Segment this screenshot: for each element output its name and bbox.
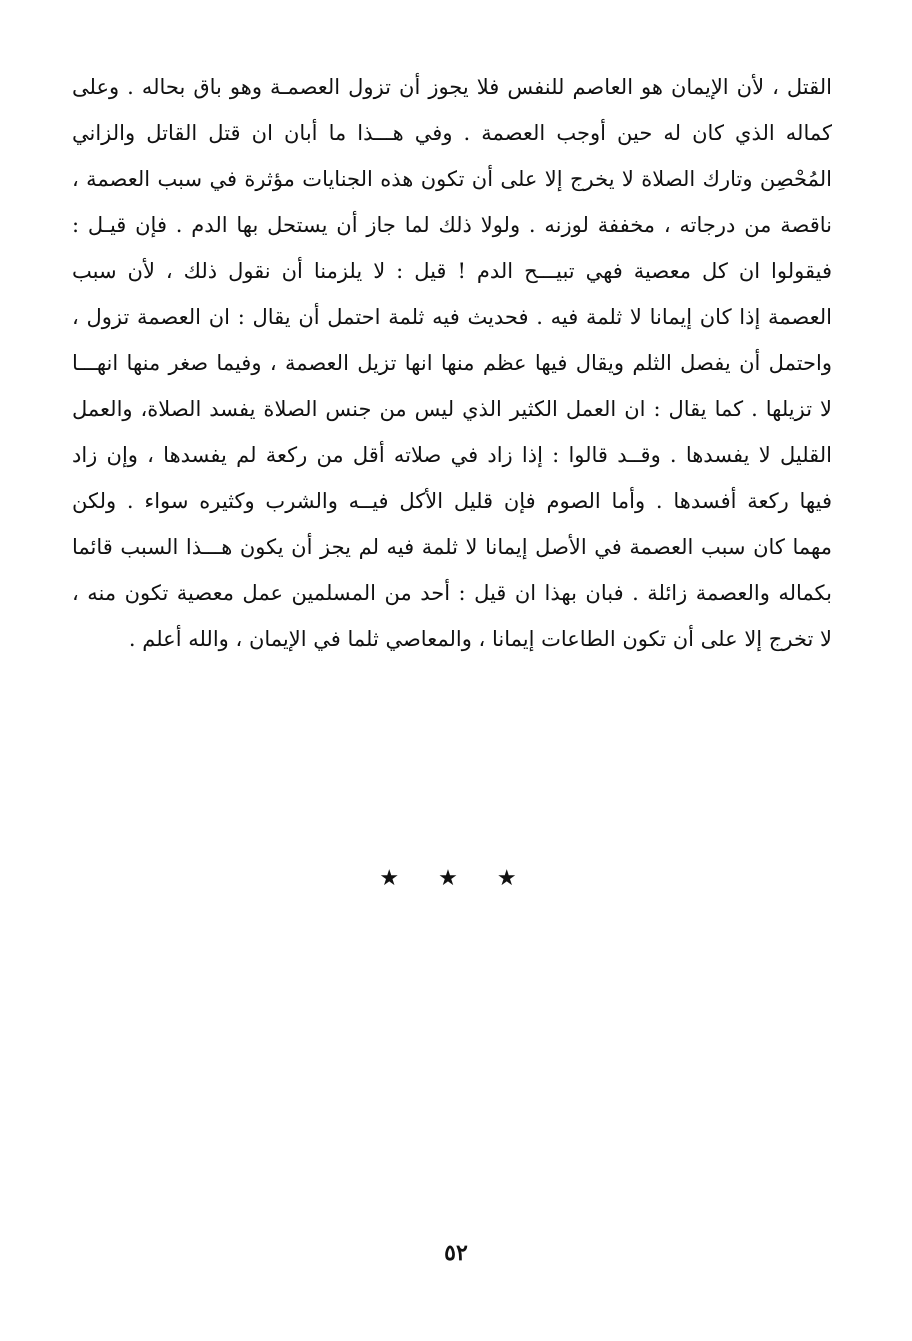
- text-line: ناقصة من درجاته ، مخففة لوزنه . ولولا ذلك لما جاز أن يستحل بها الدم . فإن قيـل :: [72, 213, 832, 237]
- text-line: بكماله والعصمة زائلة . فبان بهذا ان قيل : أحد من المسلمين عمل معصية تكون منه ،: [72, 581, 832, 605]
- text-line: المُحْصِن وتارك الصلاة لا يخرج إلا على أن تكون هذه الجنايات مؤثرة في سبب العصمة ،: [72, 167, 832, 191]
- section-divider-stars: ★ ★ ★: [379, 866, 533, 891]
- text-line: لا تزيلها . كما يقال : ان العمل الكثير الذي ليس من جنس الصلاة يفسد الصلاة، والعمل: [72, 397, 832, 421]
- text-line: فيقولوا ان كل معصية فهي تبيـــح الدم ! قيل : لا يلزمنا أن نقول ذلك ، لأن سبب: [72, 259, 832, 283]
- text-line-last: لا تخرج إلا على أن تكون الطاعات إيمانا ، والمعاصي ثلما في الإيمان ، والله أعلم .: [128, 627, 832, 651]
- text-line: القليل لا يفسدها . وقــد قالوا : إذا زاد في صلاته أقل من ركعة لم يفسدها ، وإن زاد: [72, 443, 832, 467]
- text-line: مهما كان سبب العصمة في الأصل إيمانا لا ثلمة فيه لم يجز أن يكون هـــذا السبب قائما: [72, 535, 832, 559]
- page-number: ٥٢: [444, 1240, 468, 1266]
- body-text: [72, 64, 832, 662]
- text-line: القتل ، لأن الإيمان هو العاصم للنفس فلا يجوز أن تزول العصمـة وهو باق بحاله . وعلى: [72, 75, 832, 99]
- text-line: كماله الذي كان له حين أوجب العصمة . وفي هـــذا ما أبان ان قتل القاتل والزاني: [72, 121, 832, 145]
- text-line: العصمة إذا كان إيمانا لا ثلمة فيه . فحديث فيه ثلمة احتمل أن يقال : ان العصمة تزول ،: [72, 305, 832, 329]
- text-line: واحتمل أن يفصل الثلم ويقال فيها عظم منها انها تزيل العصمة ، وفيما صغر منها انهـــا: [72, 351, 832, 375]
- text-line: فيها ركعة أفسدها . وأما الصوم فإن قليل الأكل فيــه والشرب وكثيره سواء . ولكن: [72, 489, 832, 513]
